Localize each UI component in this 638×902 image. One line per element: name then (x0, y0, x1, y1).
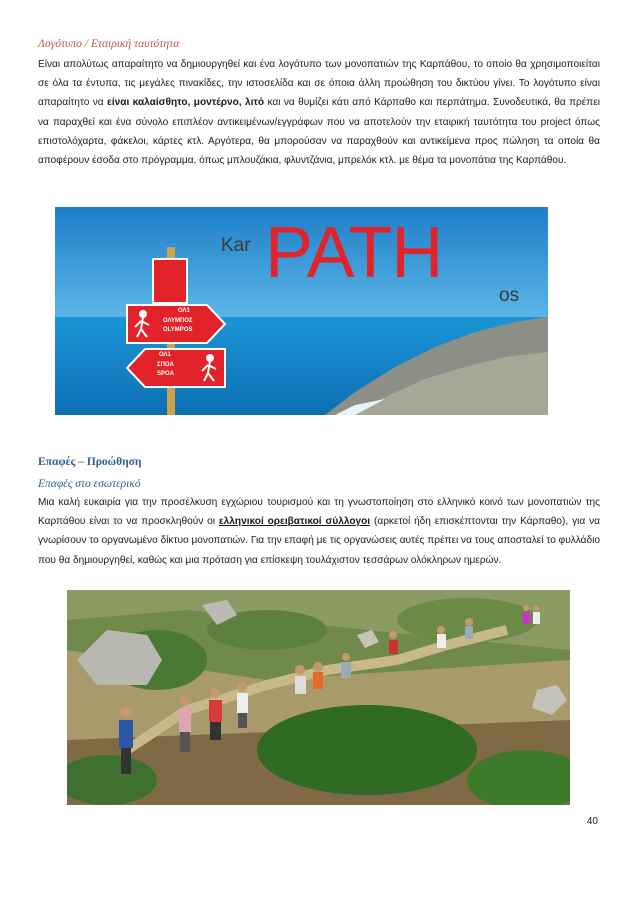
section-heading-logo: Λογότυπο / Εταιρική ταυτότητα (38, 38, 180, 50)
logo-suffix: os (499, 285, 520, 306)
karpathos-logo-image (55, 207, 548, 415)
page-number: 40 (586, 816, 598, 827)
logo-main: PATH (265, 213, 443, 293)
hikers-photo (67, 590, 570, 805)
sign-bottom-line2: ΣΠΟΑ (157, 362, 174, 368)
subheading-domestic: Επαφές στο εσωτερικό (38, 478, 141, 490)
bold-phrase: είναι καλαίσθητο, μοντέρνο, λιτό (107, 97, 265, 109)
sign-bottom-line1: ΟΛ1 (159, 352, 171, 358)
section-heading-contacts: Επαφές – Προώθηση (38, 456, 142, 468)
logo-prefix: Kar (221, 235, 251, 256)
bold-underlined-phrase: ελληνικοί ορειβατικοί σύλλογοι (218, 516, 371, 528)
sign-top-line2: ΟΛΥΜΠΟΣ (163, 318, 193, 324)
paragraph-logo: Είναι απολύτως απαραίτητο να δημιουργηθεί και ένα λογότυπο των μονοπατιών της Καρπάθου, το οποίο θα χρησιμοποιείται σε όλα τα έντυπα, τις μεγάλες πινακίδες, την ιστοσελίδα και σε όποια άλλη προώθηση του δικτύου γίνει. Το λογότυπο είναι απαραίτητο να είναι καλαίσθητο, μοντέρνο, λιτό και να θυμίζει κάτι από Κάρπαθο και περπάτημα. Συνοδευτικά, θα πρέπει να παραχθεί και ένα σύνολο επιπλέον αντικειμένων/εγγράφων που να αποτελούν την εταιρική ταυτότητα του project όπως επιστολόχαρτα, φάκελοι, κάρτες κτλ. Αργότερα, θα μπορούσαν να παραχθούν και αντικείμενα προς πώληση τα οποία θα αποφέρουν έσοδα στο πρόγραμμα, όπως μπλουζάκια, φλυντζάνια, μπρελόκ κτλ. με θέμα τα μονοπάτια της Καρπάθου. (38, 59, 600, 167)
sign-top-line1: ΟΛ1 (178, 308, 190, 314)
sign-top-line3: OLYMPOS (163, 327, 193, 333)
sign-bottom-line3: SPOA (157, 371, 175, 377)
paragraph-contacts: Μια καλή ευκαιρία για την προσέλκυση εγχώριου τουρισμού και τη γνωστοποίηση στο ελληνικό κοινό των μονοπατιών της Καρπάθου είναι το να προσκληθούν οι ελληνικοί ορειβατικοί σύλλογοι (αρκετοί ήδη επισκέπτονται την Κάρπαθο), για να γνωρίσουν το οργανωμένο δίκτυο μονοπατιών. Για την επαφή με τις οργανώσεις αυτές πρέπει να τους αποσταλεί το φυλλάδιο που θα δημιουργηθεί, καθώς και μια πρόταση για επίσκεψη τουλάχιστον τεσσάρων ολόκληρων ημερών. (38, 497, 600, 566)
